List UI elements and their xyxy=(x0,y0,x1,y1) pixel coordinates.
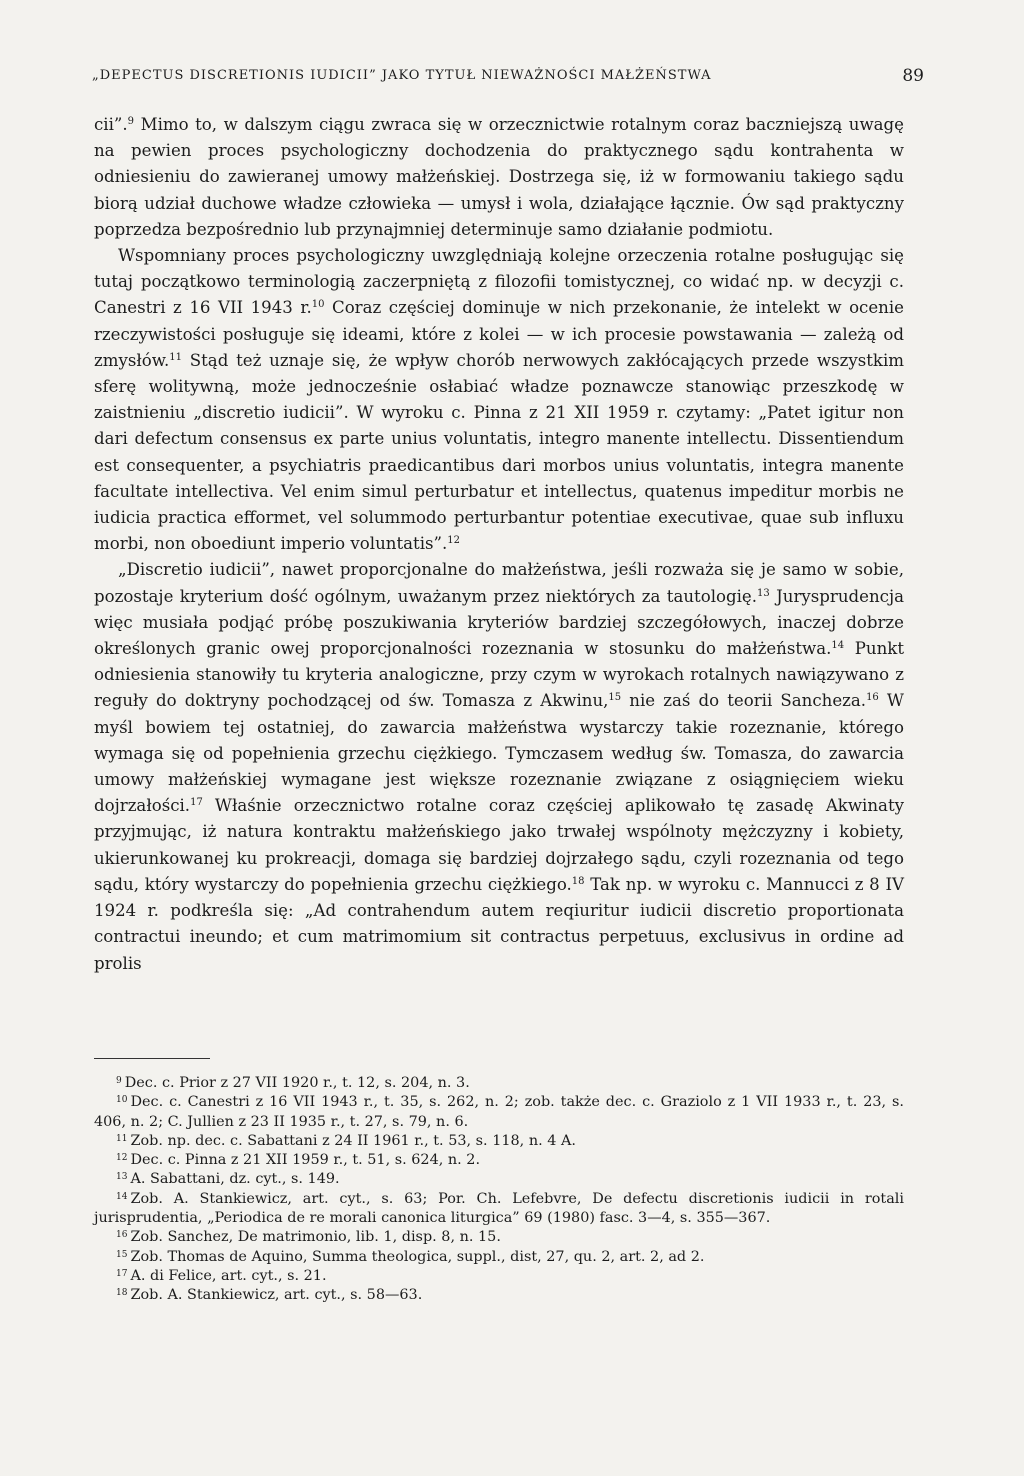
footnote-number: 10 xyxy=(116,1095,128,1106)
paragraph-text: nie zaś do teorii Sancheza. xyxy=(621,691,867,711)
footnote-marker: 17 xyxy=(190,797,203,809)
footnote-marker: 16 xyxy=(866,692,879,704)
footnote-text: Dec. c. Canestri z 16 VII 1943 r., t. 35, s. 262, n. 2; zob. także dec. c. Graziolo z 1 VII 1933 r., t. 23, s. 406, n. 2; C. Jullien z 23 II 1935 r., t. 27, s. 79, n. 6. xyxy=(94,1094,904,1130)
footnote-number: 16 xyxy=(116,1230,128,1241)
footnote-marker: 18 xyxy=(571,875,585,887)
paragraph xyxy=(94,243,904,557)
paragraph-text: Coraz częściej dominuje w nich przekonanie, że intelekt w ocenie rzeczywistości posługuje się ideami, które z kolei — w ich procesie powstawania — zależą od zmysłów. xyxy=(94,298,904,370)
paragraph xyxy=(94,557,904,976)
paragraph-text: W myśl bowiem tej ostatniej, do zawarcia małżeństwa wystarczy takie rozeznanie, którego wymaga się od popełnienia grzechu ciężkiego. Tymczasem według św. Tomasza, do zawarcia umowy małżeńskiej wymagane jest większe rozeznanie związane z osiągnięciem wieku dojrzałości. xyxy=(94,691,904,816)
footnote xyxy=(94,1228,904,1247)
footnote-text: A. di Felice, art. cyt., s. 21. xyxy=(130,1267,327,1284)
footnote-text: Zob. Thomas de Aquino, Summa theologica, suppl., dist, 27, qu. 2, art. 2, ad 2. xyxy=(130,1248,705,1265)
paragraph-text: Punkt odniesienia stanowiły tu kryteria analogiczne, przy czym w wyrokach rotalnych nawiązywano z reguły do doktryny pochodzącej od św. Tomasza z Akwinu, xyxy=(94,639,904,711)
footnote-marker: 11 xyxy=(169,351,182,363)
footnote xyxy=(94,1170,904,1189)
page-number: 89 xyxy=(902,66,924,86)
paragraph-text: Tak np. w wyroku c. Mannucci z 8 IV 1924 r. podkreśla się: „Ad contrahendum autem reqiuritur iudicii discretio proportionata contractui ineundo; et cum matrimomium sit contractus perpetuus, exclusivus in ordine ad prolis xyxy=(94,874,904,973)
footnote-number: 11 xyxy=(116,1133,128,1144)
footnote-marker: 13 xyxy=(757,587,770,599)
footnote-number: 17 xyxy=(116,1268,128,1279)
paragraph-text: „Discretio iudicii”, nawet proporcjonalne do małżeństwa, jeśli rozważa się je samo w sobie, pozostaje kryterium dość ogólnym, uważanym przez niektórych za tautologię. xyxy=(94,560,904,606)
footnotes xyxy=(94,1074,904,1306)
footnote xyxy=(94,1267,904,1286)
body-text xyxy=(94,112,904,977)
paragraph-text: Właśnie orzecznictwo rotalne coraz częściej aplikowało tę zasadę Akwinaty przyjmując, iż natura kontraktu małżeńskiego jako trwałej wspólnoty mężczyzny i kobiety, ukierunkowanej ku prokreacji, domaga się bardziej dojrzałego sądu, czyli rozeznania od tego sądu, który wystarczy do popełnienia grzechu ciężkiego. xyxy=(94,796,904,894)
paragraph-text: Jurysprudencja więc musiała podjąć próbę poszukiwania kryteriów bardziej szczegółowych, inaczej dobrze określonych granic owej proporcjonalności rozeznania w stosunku do małżeństwa. xyxy=(94,586,905,659)
footnote-marker: 12 xyxy=(447,535,461,547)
footnote-text: Dec. c. Pinna z 21 XII 1959 r., t. 51, s. 624, n. 2. xyxy=(130,1152,481,1169)
footnote xyxy=(94,1151,904,1170)
paragraph-text: cii”. xyxy=(94,115,128,134)
footnote-marker: 15 xyxy=(608,692,622,704)
footnote xyxy=(94,1286,904,1305)
footnote-text: Zob. A. Stankiewicz, art. cyt., s. 58—63. xyxy=(130,1287,423,1304)
footnote-text: A. Sabattani, dz. cyt., s. 149. xyxy=(130,1171,340,1188)
running-title: „DEPECTUS DISCRETIONIS IUDICII” JAKO TYTUŁ NIEWAŻNOŚCI MAŁŻEŃSTWA xyxy=(92,68,712,83)
footnote-marker: 10 xyxy=(311,299,325,311)
paragraph xyxy=(94,112,904,243)
footnote-number: 14 xyxy=(116,1191,128,1202)
footnote xyxy=(94,1074,904,1093)
footnote-text: Zob. Sanchez, De matrimonio, lib. 1, disp. 8, n. 15. xyxy=(130,1229,501,1246)
footnote-number: 18 xyxy=(116,1288,128,1299)
footnote-marker: 14 xyxy=(831,640,845,652)
footnote xyxy=(94,1132,904,1151)
footnote-number: 13 xyxy=(116,1172,128,1183)
footnote-number: 12 xyxy=(116,1153,128,1164)
footnote-text: Zob. np. dec. c. Sabattani z 24 II 1961 r., t. 53, s. 118, n. 4 A. xyxy=(130,1132,576,1149)
running-header xyxy=(92,66,924,86)
footnote-text: Zob. A. Stankiewicz, art. cyt., s. 63; Por. Ch. Lefebvre, De defectu discretionis iudicii in rotali jurisprudentia, „Periodica de re morali canonica liturgica” 69 (1980) fasc. 3—4, s. 355—367. xyxy=(94,1190,904,1227)
footnote-number: 15 xyxy=(116,1249,128,1260)
footnote xyxy=(94,1190,904,1229)
footnote-marker: 9 xyxy=(127,116,135,127)
footnote-separator xyxy=(94,1058,210,1059)
paragraph-text: Wspomniany proces psychologiczny uwzględniają kolejne orzeczenia rotalne posługując się tutaj początkowo terminologią zaczerpniętą z filozofii tomistycznej, co widać np. w decyzji c. Canestri z 16 VII 1943 r. xyxy=(94,246,904,318)
footnote xyxy=(94,1093,904,1132)
footnote-text: Dec. c. Prior z 27 VII 1920 r., t. 12, s. 204, n. 3. xyxy=(124,1075,470,1091)
paragraph-text: Mimo to, w dalszym ciągu zwraca się w orzecznictwie rotalnym coraz baczniejszą uwagę na pewien proces psychologiczny dochodzenia do praktycznego sądu kontrahenta w odniesieniu do zawieranej umowy małżeńskiej. Dostrzega się, iż w formowaniu takiego sądu biorą udział duchowe władze człowieka — umysł i wola, działające łącznie. Ów sąd praktyczny poprzedza bezpośrednio lub przynajmniej determinuje samo działanie podmiotu. xyxy=(94,115,904,239)
footnote xyxy=(94,1248,904,1267)
footnote-number: 9 xyxy=(116,1076,122,1086)
paragraph-text: Stąd też uznaje się, że wpływ chorób nerwowych zakłócających przede wszystkim sferę wolitywną, może jednocześnie osłabiać władze poznawcze stanowiąc przeszkodę w zaistnieniu „discretio iudicii”. W wyroku c. Pinna z 21 XII 1959 r. czytamy: „Patet igitur non dari defectum consensus ex parte unius voluntatis, integro manente intellectu. Dissentiendum est consequenter, a psychiatris praedicantibus dari morbos unius voluntatis, integra manente facultate intellectiva. Vel enim simul perturbatur et intellectus, quatenus impeditur morbis ne iudicia practica efformet, vel solummodo perturbantur potentiae executivae, quae sub influxu morbi, non oboediunt imperio voluntatis”. xyxy=(94,350,904,554)
